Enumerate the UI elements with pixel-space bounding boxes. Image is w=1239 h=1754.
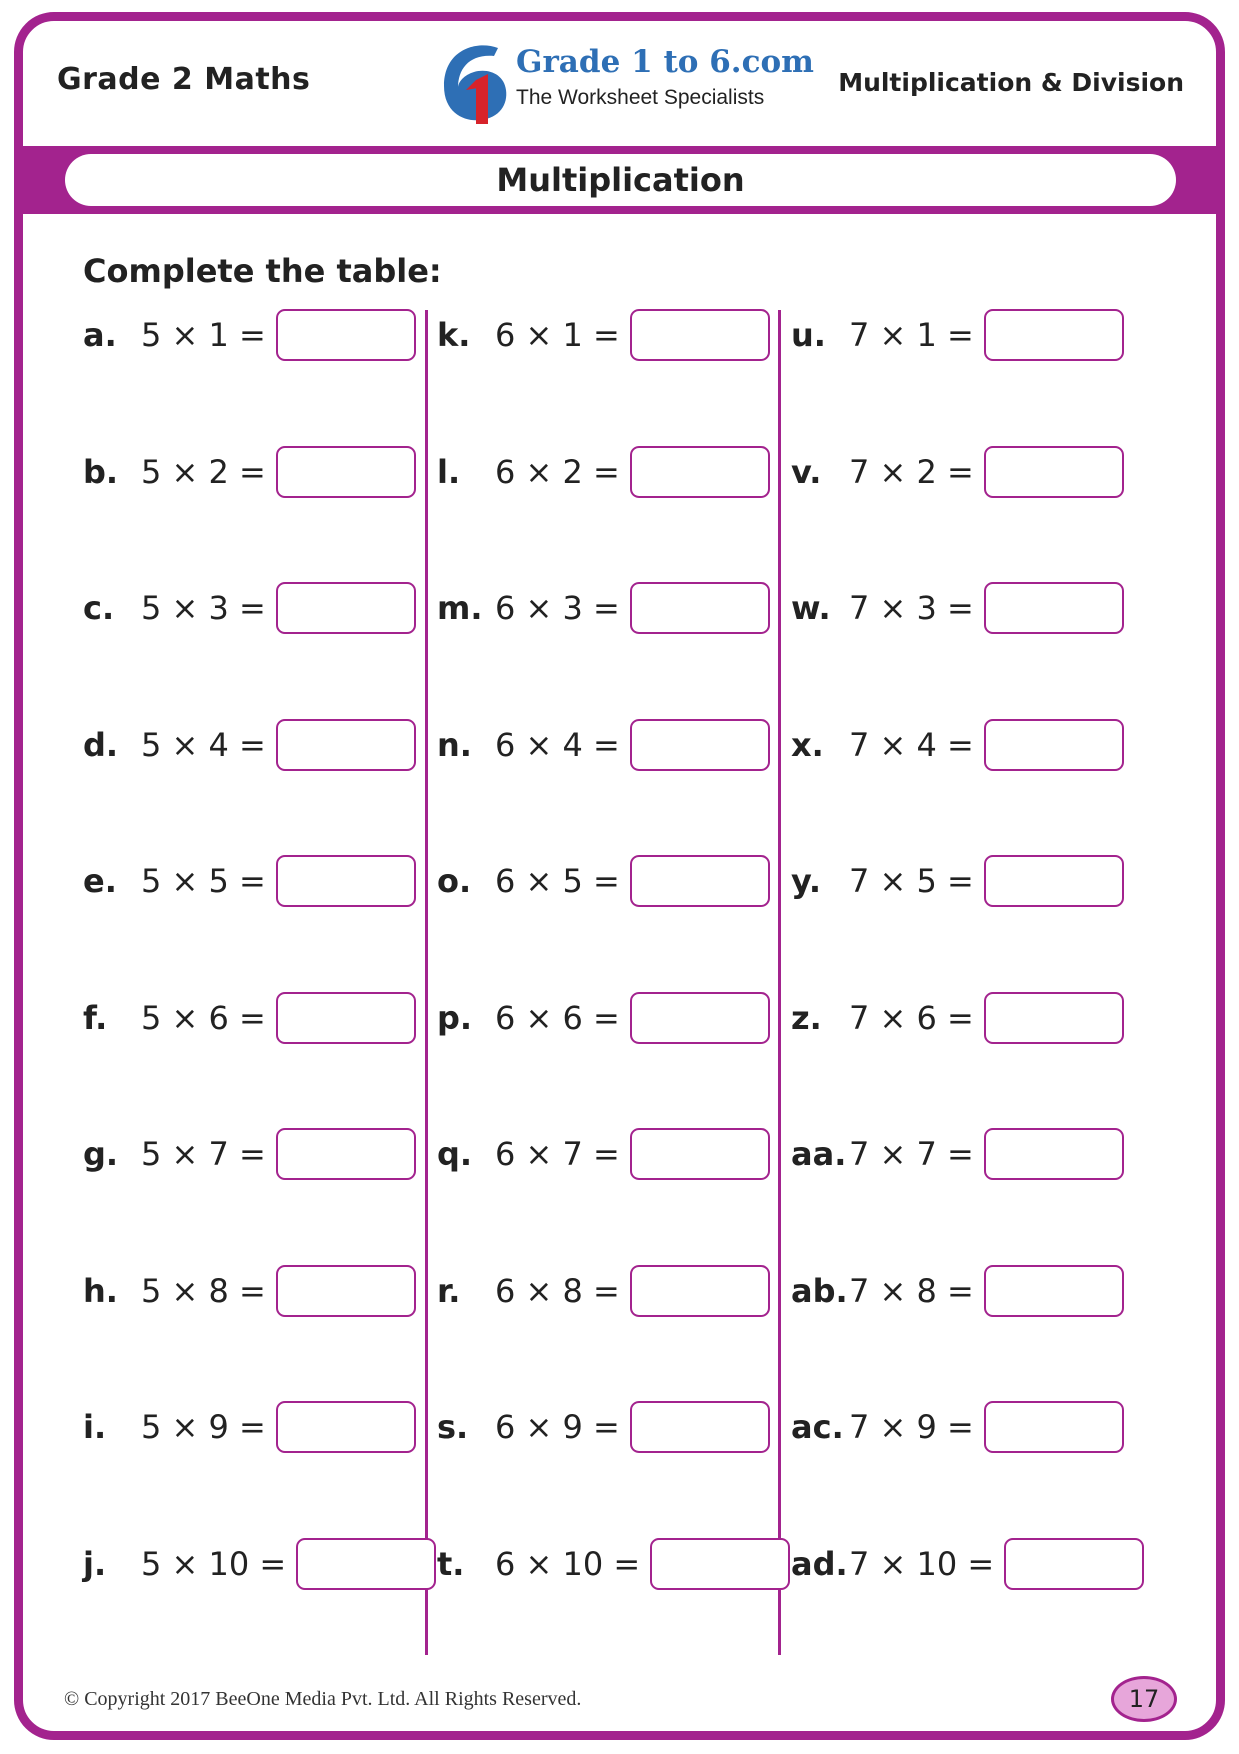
problem-expression: 5 × 4 = <box>141 725 266 764</box>
problem-expression: 7 × 8 = <box>849 1271 974 1310</box>
problem-label: k. <box>437 316 471 354</box>
answer-box[interactable] <box>984 1265 1124 1317</box>
problem-label: g. <box>83 1135 119 1173</box>
problem-expression: 7 × 5 = <box>849 862 974 900</box>
logo-title: Grade 1 to 6.com <box>516 44 814 80</box>
problem-expression: 5 × 2 = <box>141 452 266 491</box>
problem-expression: 6 × 7 = <box>495 1135 620 1173</box>
problem-row <box>791 717 1124 773</box>
problem-expression: 7 × 6 = <box>849 998 974 1037</box>
answer-box[interactable] <box>276 1265 416 1317</box>
problem-row <box>437 307 770 363</box>
problem-row <box>791 1126 1124 1182</box>
problem-expression: 7 × 7 = <box>849 1135 974 1173</box>
answer-box[interactable] <box>276 1401 416 1453</box>
answer-box[interactable] <box>276 719 416 771</box>
problem-label: i. <box>83 1408 107 1446</box>
answer-box[interactable] <box>276 446 416 498</box>
answer-box[interactable] <box>984 582 1124 634</box>
problem-expression: 7 × 10 = <box>849 1544 995 1583</box>
problem-label: p. <box>437 998 473 1037</box>
problem-label: u. <box>791 316 826 354</box>
problem-row <box>83 1263 416 1319</box>
answer-box[interactable] <box>630 1128 770 1180</box>
problem-row <box>437 444 770 500</box>
problem-label: b. <box>83 452 119 491</box>
problem-label: f. <box>83 998 108 1037</box>
problem-label: z. <box>791 998 822 1037</box>
answer-box[interactable] <box>276 1128 416 1180</box>
instruction-text: Complete the table: <box>83 252 442 290</box>
problem-label: ab. <box>791 1271 848 1310</box>
problem-row <box>791 1399 1124 1455</box>
problem-label: w. <box>791 589 831 627</box>
problem-label: ad. <box>791 1544 848 1583</box>
problem-expression: 7 × 3 = <box>849 589 974 627</box>
problem-expression: 7 × 2 = <box>849 452 974 491</box>
problem-label: d. <box>83 725 119 764</box>
problem-row <box>437 853 770 909</box>
problem-row <box>437 990 770 1046</box>
problem-expression: 5 × 9 = <box>141 1408 266 1446</box>
title-band <box>23 146 1216 214</box>
problem-expression: 6 × 4 = <box>495 725 620 764</box>
grade-label: Grade 2 Maths <box>57 62 311 97</box>
page-number-badge: 17 <box>1111 1676 1177 1722</box>
problem-row <box>437 1536 790 1592</box>
topic-label: Multiplication & Division <box>838 68 1184 97</box>
problem-expression: 6 × 2 = <box>495 452 620 491</box>
problem-label: ac. <box>791 1408 844 1446</box>
column-divider <box>425 310 428 1655</box>
problem-expression: 5 × 7 = <box>141 1135 266 1173</box>
answer-box[interactable] <box>984 719 1124 771</box>
problem-label: l. <box>437 452 461 491</box>
problem-label: c. <box>83 589 115 627</box>
answer-box[interactable] <box>276 309 416 361</box>
answer-box[interactable] <box>984 1401 1124 1453</box>
answer-box[interactable] <box>630 582 770 634</box>
problem-expression: 7 × 9 = <box>849 1408 974 1446</box>
problem-expression: 5 × 3 = <box>141 589 266 627</box>
problem-expression: 6 × 3 = <box>495 589 620 627</box>
answer-box[interactable] <box>276 992 416 1044</box>
answer-box[interactable] <box>276 855 416 907</box>
problem-row <box>791 990 1124 1046</box>
problem-expression: 6 × 6 = <box>495 998 620 1037</box>
problem-label: o. <box>437 862 472 900</box>
problem-label: n. <box>437 725 472 764</box>
answer-box[interactable] <box>984 855 1124 907</box>
answer-box[interactable] <box>650 1538 790 1590</box>
logo-subtitle: The Worksheet Specialists <box>516 86 765 109</box>
problem-expression: 5 × 10 = <box>141 1544 287 1583</box>
column-divider <box>778 310 781 1655</box>
problem-expression: 5 × 5 = <box>141 862 266 900</box>
copyright-footer: © Copyright 2017 BeeOne Media Pvt. Ltd. All Rights Reserved. <box>64 1688 582 1710</box>
problem-row <box>83 1399 416 1455</box>
site-logo <box>436 38 814 128</box>
answer-box[interactable] <box>630 1265 770 1317</box>
problem-row <box>791 1536 1144 1592</box>
problem-expression: 5 × 1 = <box>141 316 266 354</box>
problem-row <box>83 1126 416 1182</box>
problem-expression: 6 × 10 = <box>495 1544 641 1583</box>
answer-box[interactable] <box>630 446 770 498</box>
problem-expression: 7 × 4 = <box>849 725 974 764</box>
problem-label: t. <box>437 1544 465 1583</box>
problem-expression: 7 × 1 = <box>849 316 974 354</box>
problem-label: e. <box>83 862 117 900</box>
problem-label: s. <box>437 1408 469 1446</box>
problem-expression: 6 × 1 = <box>495 316 620 354</box>
problem-row <box>83 717 416 773</box>
problem-row <box>791 853 1124 909</box>
answer-box[interactable] <box>630 855 770 907</box>
problem-row <box>83 1536 436 1592</box>
problem-label: a. <box>83 316 117 354</box>
problem-row <box>437 717 770 773</box>
logo-mark-icon <box>436 38 516 128</box>
answer-box[interactable] <box>630 309 770 361</box>
problem-label: q. <box>437 1135 473 1173</box>
problem-label: y. <box>791 862 822 900</box>
problem-expression: 5 × 6 = <box>141 998 266 1037</box>
problem-label: x. <box>791 725 824 764</box>
problem-row <box>791 1263 1124 1319</box>
problem-row <box>83 444 416 500</box>
problem-row <box>437 1263 770 1319</box>
answer-box[interactable] <box>630 992 770 1044</box>
problem-row <box>83 580 416 636</box>
problem-row <box>437 580 770 636</box>
answer-box[interactable] <box>276 582 416 634</box>
problem-row <box>791 580 1124 636</box>
answer-box[interactable] <box>984 992 1124 1044</box>
answer-box[interactable] <box>296 1538 436 1590</box>
problem-expression: 6 × 5 = <box>495 862 620 900</box>
problem-label: r. <box>437 1271 461 1310</box>
problem-row <box>437 1126 770 1182</box>
problem-row <box>437 1399 770 1455</box>
problem-label: j. <box>83 1544 107 1583</box>
problem-expression: 6 × 8 = <box>495 1271 620 1310</box>
answer-box[interactable] <box>1004 1538 1144 1590</box>
problem-row <box>83 307 416 363</box>
answer-box[interactable] <box>984 446 1124 498</box>
problem-row <box>791 444 1124 500</box>
worksheet-title: Multiplication <box>65 154 1176 206</box>
answer-box[interactable] <box>630 719 770 771</box>
problem-label: h. <box>83 1271 118 1310</box>
problem-expression: 6 × 9 = <box>495 1408 620 1446</box>
problem-row <box>791 307 1124 363</box>
problem-label: v. <box>791 452 822 491</box>
answer-box[interactable] <box>630 1401 770 1453</box>
answer-box[interactable] <box>984 309 1124 361</box>
answer-box[interactable] <box>984 1128 1124 1180</box>
problem-expression: 5 × 8 = <box>141 1271 266 1310</box>
problem-row <box>83 853 416 909</box>
problem-label: aa. <box>791 1135 847 1173</box>
problem-label: m. <box>437 589 483 627</box>
problem-row <box>83 990 416 1046</box>
